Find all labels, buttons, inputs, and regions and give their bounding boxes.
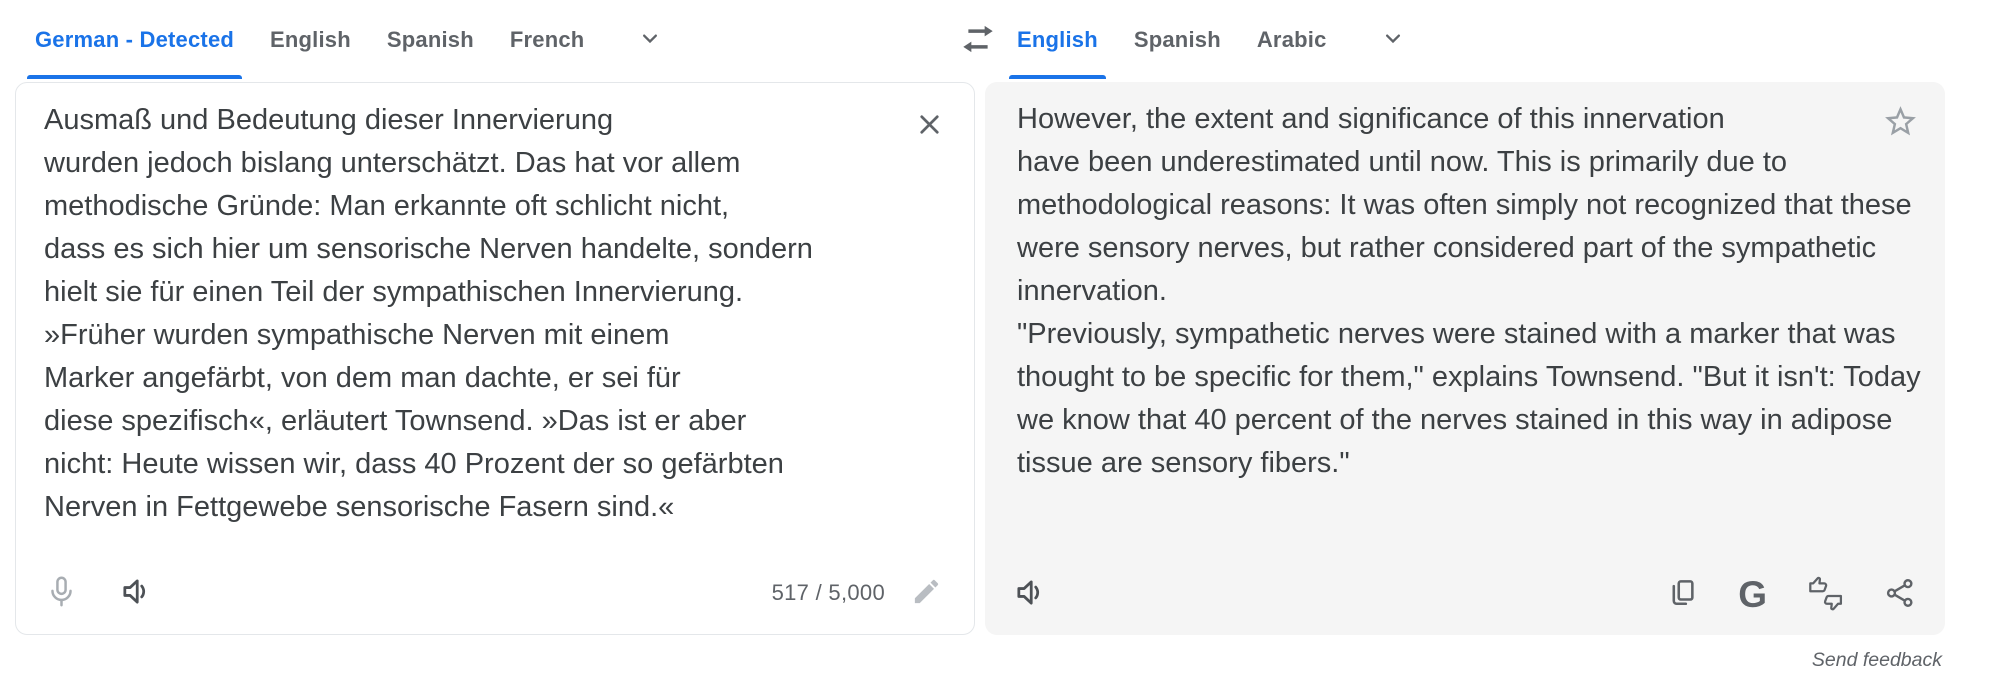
translation-panel-toolbar bbox=[1013, 571, 1917, 617]
translation-panel bbox=[985, 82, 1945, 635]
source-more-languages-button[interactable] bbox=[632, 0, 668, 79]
source-text-line: diese spezifisch«, erläutert Townsend. »Das ist er aber bbox=[44, 405, 747, 437]
copy-icon bbox=[1666, 576, 1700, 613]
voice-input-button[interactable] bbox=[44, 574, 79, 612]
speaker-icon bbox=[119, 574, 154, 612]
source-text-line: Ausmaß und Bedeutung dieser Innervierung bbox=[44, 104, 614, 136]
target-language-bar bbox=[1015, 0, 1411, 79]
source-text-line: hielt sie für einen Teil der sympathischen Innervierung. bbox=[44, 276, 744, 308]
source-text-line: methodische Gründe: Man erkannte oft schlicht nicht, bbox=[44, 190, 730, 222]
translated-text-line: thought to be specific for them," explains Townsend. "But it isn't: Today bbox=[1017, 361, 1921, 393]
chevron-down-icon bbox=[636, 24, 664, 55]
source-text-panel bbox=[15, 82, 975, 635]
translated-text-line: were sensory nerves, but rather considered part of the sympathetic bbox=[1017, 232, 1877, 264]
target-lang-tab-arabic[interactable]: Arabic bbox=[1255, 0, 1329, 79]
target-more-languages-button[interactable] bbox=[1375, 0, 1411, 79]
listen-translation-button[interactable] bbox=[1013, 575, 1048, 613]
clear-source-text-button[interactable] bbox=[904, 101, 954, 151]
translated-text-line: have been underestimated until now. This is primarily due to bbox=[1017, 146, 1788, 178]
edit-text-button[interactable] bbox=[911, 576, 942, 610]
star-icon bbox=[1882, 103, 1919, 143]
pencil-icon bbox=[911, 576, 942, 610]
translated-text-line: methodological reasons: It was often simply not recognized that these bbox=[1017, 189, 1912, 221]
translated-text-line: innervation. bbox=[1017, 275, 1167, 307]
translated-text-line: we know that 40 percent of the nerves stained in this way in adipose bbox=[1017, 404, 1893, 436]
source-lang-tab-english[interactable]: English bbox=[268, 0, 353, 79]
translated-text-line: tissue are sensory fibers." bbox=[1017, 447, 1350, 479]
save-translation-button[interactable] bbox=[1875, 98, 1925, 148]
source-text-line: Marker angefärbt, von dem man dachte, er sei für bbox=[44, 362, 681, 394]
share-icon bbox=[1883, 576, 1917, 613]
rate-translation-button[interactable] bbox=[1805, 575, 1845, 614]
translated-text-line: However, the extent and significance of this innervation bbox=[1017, 103, 1725, 135]
send-feedback-link[interactable]: Send feedback bbox=[1811, 649, 1942, 671]
google-g-icon: G bbox=[1738, 573, 1767, 615]
search-on-google-button[interactable] bbox=[1738, 573, 1767, 615]
source-text[interactable] bbox=[44, 99, 864, 529]
translation-actions bbox=[1666, 575, 1917, 614]
listen-source-button[interactable] bbox=[119, 574, 154, 612]
source-lang-tab-spanish[interactable]: Spanish bbox=[385, 0, 476, 79]
target-lang-tab-spanish[interactable]: Spanish bbox=[1132, 0, 1223, 79]
swap-languages-button[interactable] bbox=[950, 12, 1006, 68]
translated-text-line: "Previously, sympathetic nerves were stained with a marker that was bbox=[1017, 318, 1896, 350]
chevron-down-icon bbox=[1379, 24, 1407, 55]
source-text-line: »Früher wurden sympathische Nerven mit einem bbox=[44, 319, 670, 351]
source-text-line: dass es sich hier um sensorische Nerven handelte, sondern bbox=[44, 233, 813, 265]
close-icon bbox=[914, 109, 945, 143]
share-translation-button[interactable] bbox=[1883, 576, 1917, 613]
swap-languages-icon bbox=[957, 18, 999, 63]
source-text-line: Nerven in Fettgewebe sensorische Fasern sind.« bbox=[44, 491, 675, 523]
copy-translation-button[interactable] bbox=[1666, 576, 1700, 613]
translated-text bbox=[1017, 98, 1921, 485]
source-text-line: wurden jedoch bislang unterschätzt. Das hat vor allem bbox=[44, 147, 741, 179]
source-lang-tab-german-detected[interactable]: German - Detected bbox=[33, 0, 236, 79]
source-text-line: nicht: Heute wissen wir, dass 40 Prozent der so gefärbten bbox=[44, 448, 784, 480]
source-panel-toolbar bbox=[44, 570, 946, 616]
source-language-bar bbox=[33, 0, 668, 79]
source-lang-tab-french[interactable]: French bbox=[508, 0, 587, 79]
speaker-icon bbox=[1013, 575, 1048, 613]
rate-translation-icon bbox=[1805, 575, 1845, 614]
character-count: 517 / 5,000 bbox=[771, 580, 885, 605]
target-lang-tab-english[interactable]: English bbox=[1015, 0, 1100, 79]
microphone-icon bbox=[44, 574, 79, 612]
